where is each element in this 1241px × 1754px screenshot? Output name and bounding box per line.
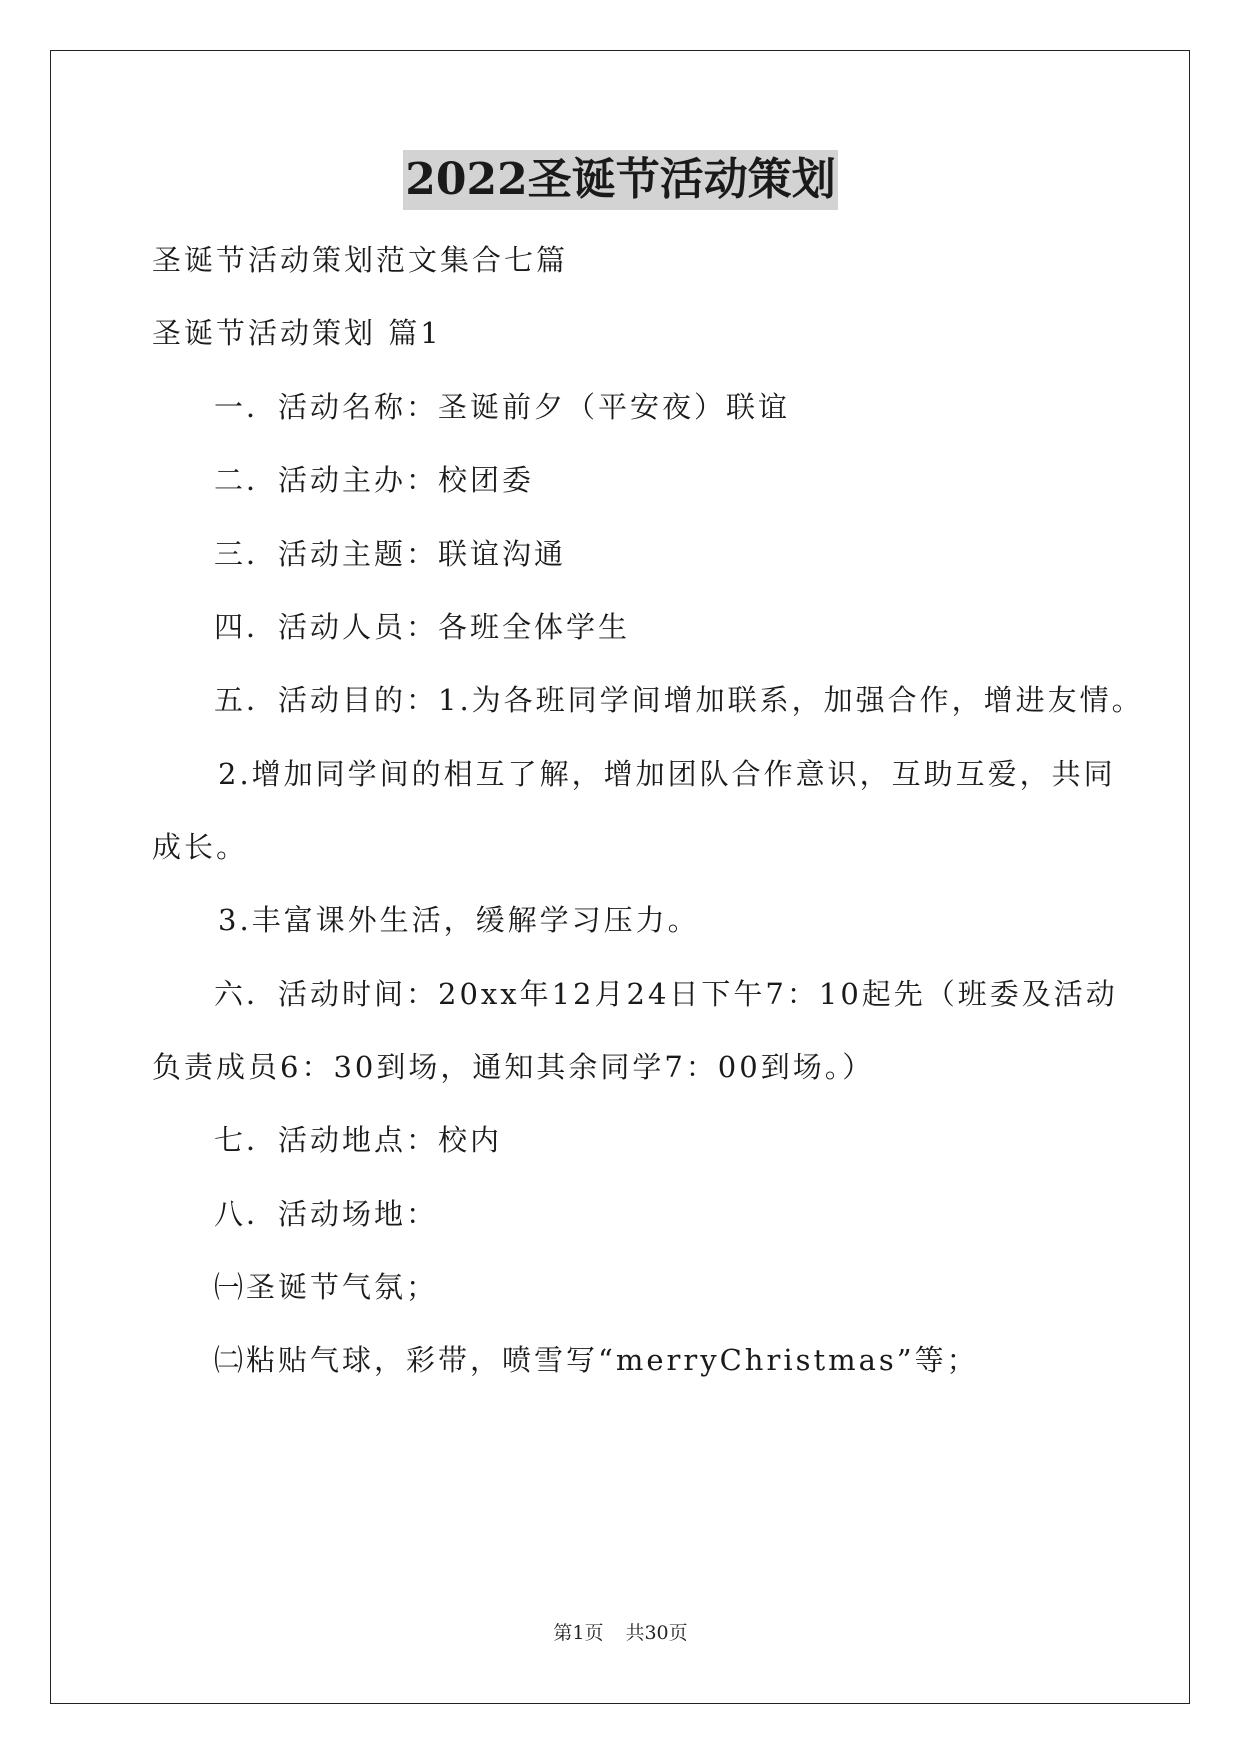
page-footer [0,1618,1241,1645]
paragraph: 三．活动主题：联谊沟通 [214,537,567,571]
collection-heading: 圣诞节活动策划范文集合七篇 [152,243,569,277]
page-frame [50,50,1190,1704]
paragraph: 八．活动场地： [214,1197,439,1231]
paragraph: 2.增加同学间的相互了解，增加团队合作意识，互助互爱，共同 [218,757,1116,791]
page-number: 第1页 [553,1622,604,1644]
paragraph-continuation: 负责成员6：30到场，通知其余同学7：00到场。） [152,1050,875,1084]
paragraph: 二．活动主办：校团委 [214,463,535,497]
paragraph: ㈠圣诞节气氛； [214,1270,439,1304]
paragraph: 四．活动人员：各班全体学生 [214,610,631,644]
document-title-text: 2022圣诞节活动策划 [403,150,837,210]
paragraph: ㈡粘贴气球，彩带，喷雪写“merryChristmas”等； [214,1343,979,1377]
paragraph: 七．活动地点：校内 [214,1123,503,1157]
document-title [0,150,1241,210]
paragraph: 六．活动时间：20xx年12月24日下午7：10起先（班委及活动 [214,977,1118,1011]
paragraph: 五．活动目的：1.为各班同学间增加联系，加强合作，增进友情。 [214,683,1144,717]
paragraph: 3.丰富课外生活，缓解学习压力。 [218,903,700,937]
paragraph-continuation: 成长。 [152,830,249,864]
paragraph: 一．活动名称：圣诞前夕（平安夜）联谊 [214,390,791,424]
page-total: 共30页 [625,1622,688,1644]
section-heading: 圣诞节活动策划 篇1 [152,316,442,350]
